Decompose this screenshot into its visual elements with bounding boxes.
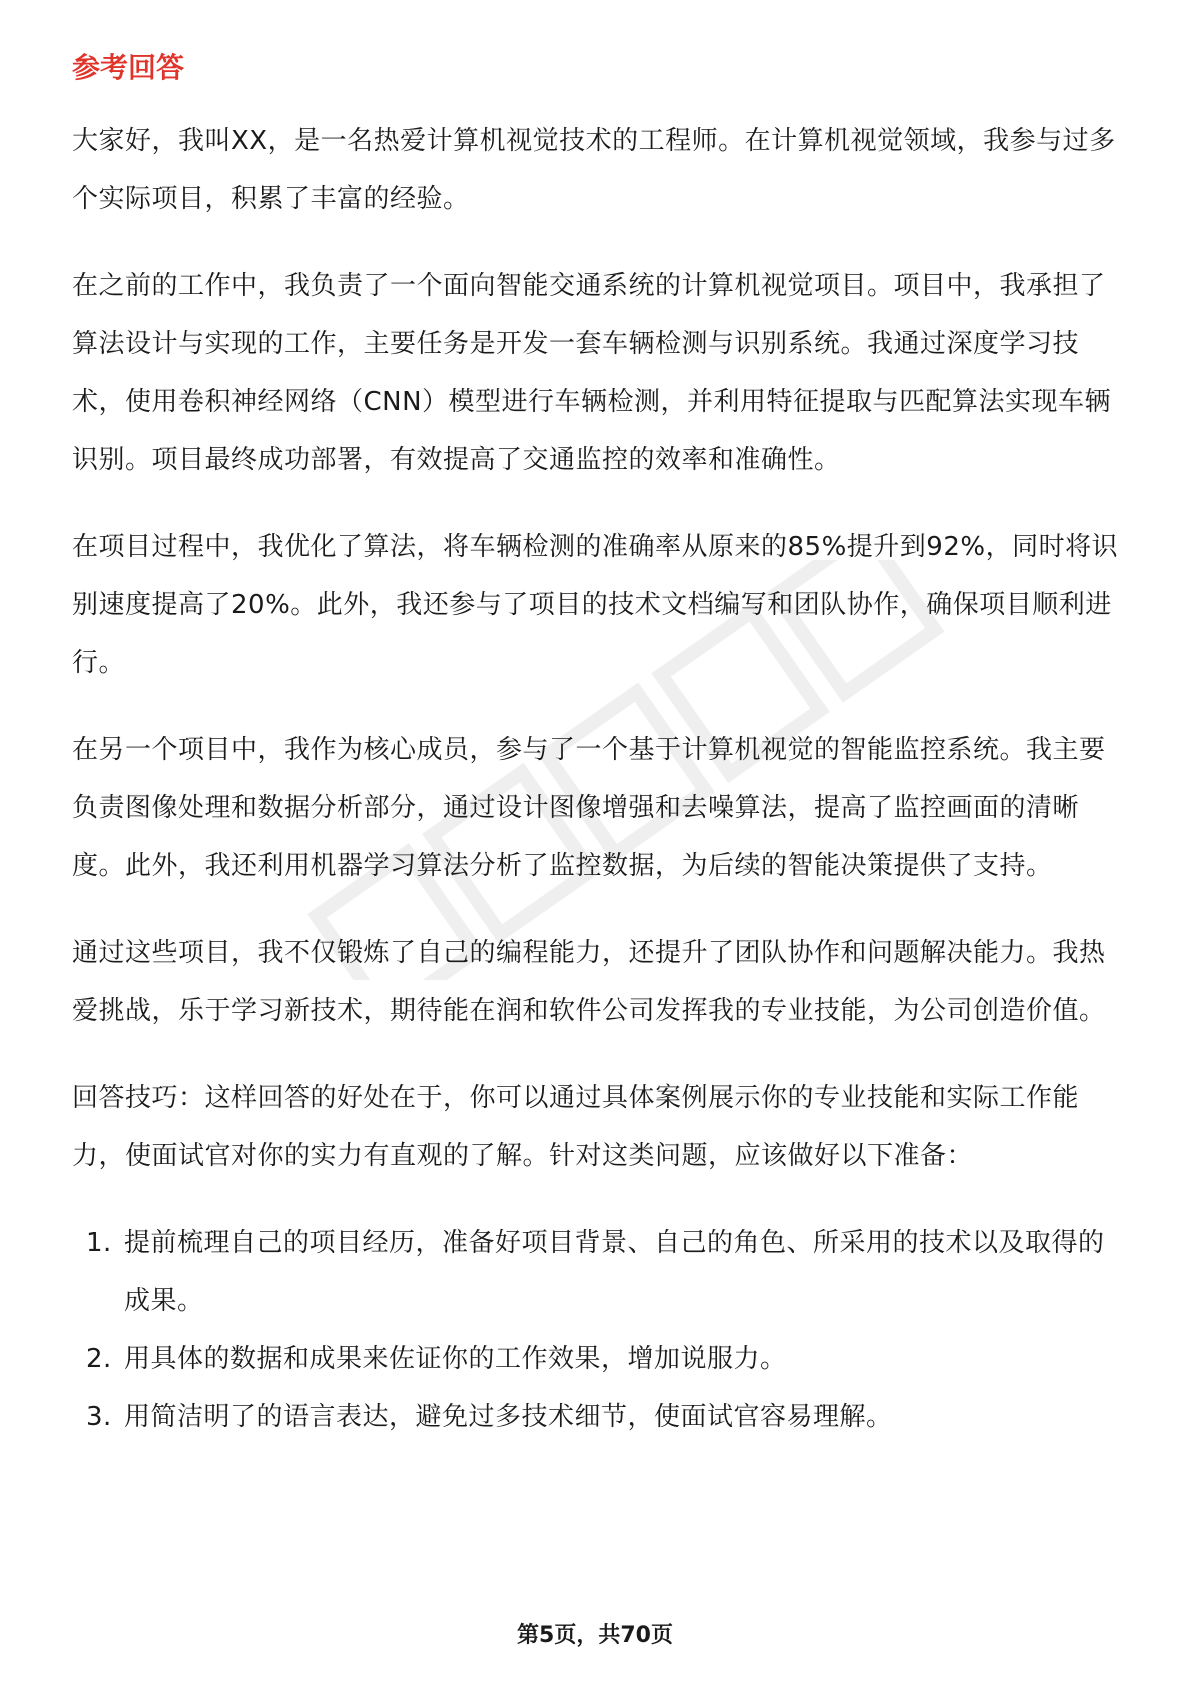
list-item <box>72 1388 1122 1446</box>
list-item <box>72 1330 1122 1388</box>
list-item-text: 用简洁明了的语言表达，避免过多技术细节，使面试官容易理解。 <box>124 1402 893 1432</box>
document-page <box>72 44 1122 1446</box>
tips-list <box>72 1214 1122 1446</box>
list-item-number: 1. <box>86 1228 112 1258</box>
list-item <box>72 1214 1122 1330</box>
list-item-text: 提前梳理自己的项目经历，准备好项目背景、自己的角色、所采用的技术以及取得的成果。 <box>124 1228 1105 1316</box>
page-number-footer: 第5页，共70页 <box>517 1623 673 1648</box>
section-title: 参考回答 <box>72 51 185 84</box>
list-item-number: 2. <box>86 1344 112 1374</box>
paragraph-answer-tips: 回答技巧：这样回答的好处在于，你可以通过具体案例展示你的专业技能和实际工作能力，使面试官对你的实力有直观的了解。针对这类问题，应该做好以下准备： <box>72 1083 1080 1171</box>
paragraph-summary: 通过这些项目，我不仅锻炼了自己的编程能力，还提升了团队协作和问题解决能力。我热爱挑战，乐于学习新技术，期待能在润和软件公司发挥我的专业技能，为公司创造价值。 <box>72 938 1106 1026</box>
paragraph-project-two: 在另一个项目中，我作为核心成员，参与了一个基于计算机视觉的智能监控系统。我主要负责图像处理和数据分析部分，通过设计图像增强和去噪算法，提高了监控画面的清晰度。此外，我还利用机器学习算法分析了监控数据，为后续的智能决策提供了支持。 <box>72 735 1106 881</box>
list-item-number: 3. <box>86 1402 112 1432</box>
paragraph-project-one: 在之前的工作中，我负责了一个面向智能交通系统的计算机视觉项目。项目中，我承担了算法设计与实现的工作，主要任务是开发一套车辆检测与识别系统。我通过深度学习技术，使用卷积神经网络（CNN）模型进行车辆检测，并利用特征提取与匹配算法实现车辆识别。项目最终成功部署，有效提高了交通监控的效率和准确性。 <box>72 271 1112 475</box>
list-item-text: 用具体的数据和成果来佐证你的工作效果，增加说服力。 <box>124 1344 787 1374</box>
paragraph-optimization: 在项目过程中，我优化了算法，将车辆检测的准确率从原来的85%提升到92%，同时将识别速度提高了20%。此外，我还参与了项目的技术文档编写和团队协作，确保项目顺利进行。 <box>72 532 1119 678</box>
paragraph-intro: 大家好，我叫XX，是一名热爱计算机视觉技术的工程师。在计算机视觉领域，我参与过多个实际项目，积累了丰富的经验。 <box>72 126 1116 214</box>
